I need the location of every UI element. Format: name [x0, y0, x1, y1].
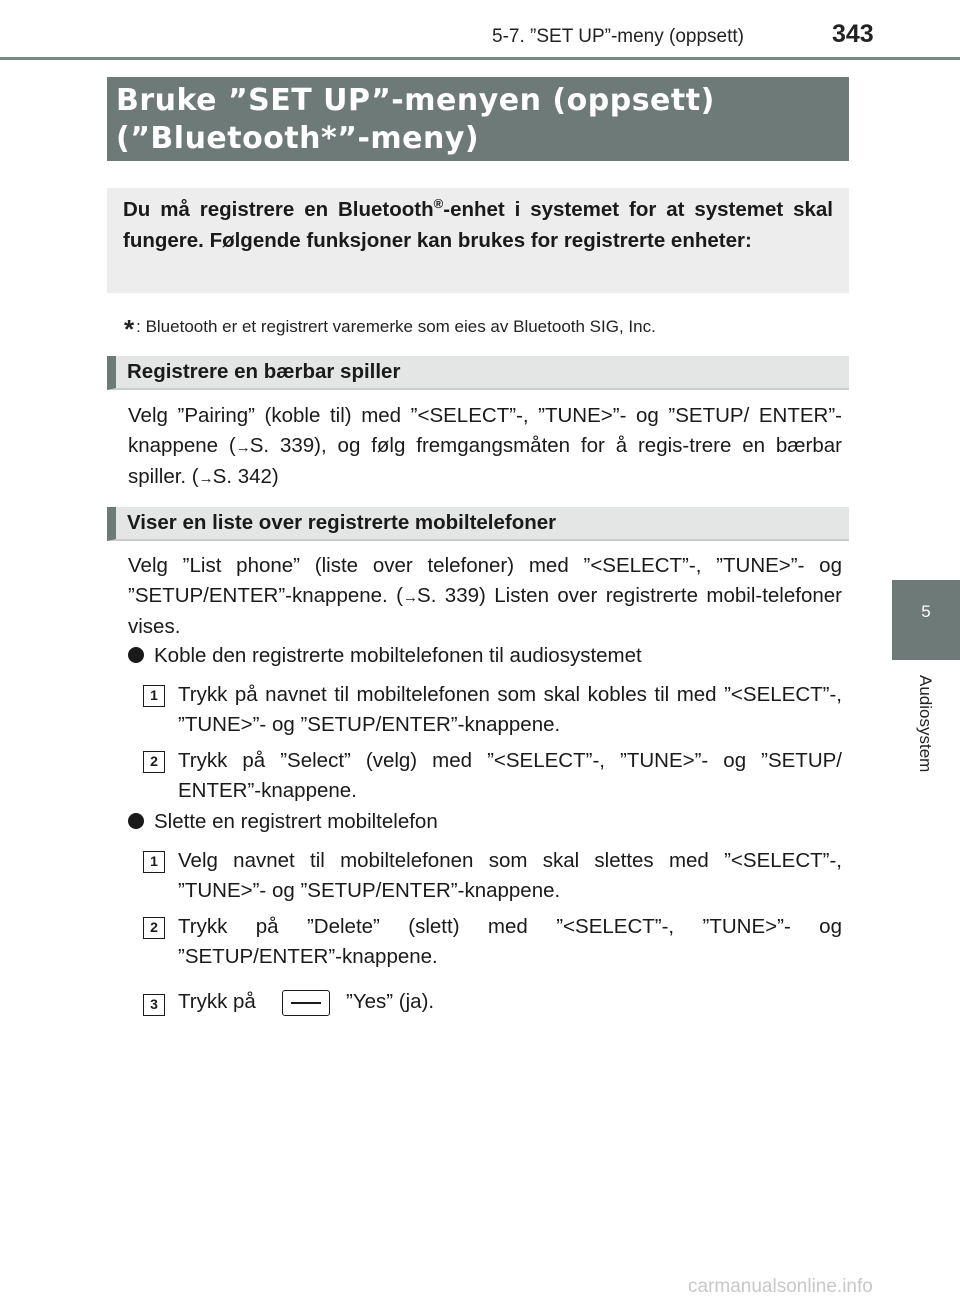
step-text: Trykk på navnet til mobiltelefonen som skal kobles til med ”<SELECT”-, ”TUNE>”- og ”SETUP/ENTER”-knappene.	[178, 683, 842, 736]
page-title-line1: Bruke ”SET UP”-menyen (oppsett)	[116, 83, 715, 118]
footnote: * : Bluetooth er et registrert varemerke som eies av Bluetooth SIG, Inc.	[124, 314, 656, 344]
intro-box	[107, 188, 849, 293]
arrow-icon: →	[198, 470, 213, 487]
chapter-tab[interactable]	[892, 580, 960, 660]
registered-mark: ®	[433, 196, 444, 212]
step-number-badge: 3	[143, 994, 165, 1016]
page-title-line2: (”Bluetooth*”-meny)	[116, 121, 480, 156]
list-item: Slette en registrert mobiltelefon	[128, 810, 438, 834]
step-text: Trykk på ”Delete” (slett) med ”<SELECT”-, ”TUNE>”- og ”SETUP/ENTER”-knappene.	[178, 915, 842, 968]
footnote-star: *	[124, 314, 135, 344]
section1-paragraph: Velg ”Pairing” (koble til) med ”<SELECT”-, ”TUNE>”- og ”SETUP/ ENTER”-knappene (→S. 339), og følg fremgangsmåten for å regis-trere en bærbar spiller. (→S. 342)	[128, 404, 842, 488]
page-number: 343	[832, 20, 874, 48]
step-number-badge: 2	[143, 751, 165, 773]
header-rule	[0, 57, 960, 60]
step-number-badge: 1	[143, 851, 165, 873]
subheading-list-phones: Viser en liste over registrerte mobiltelefoner	[107, 507, 849, 541]
watermark: carmanualsonline.info	[688, 1276, 873, 1297]
arrow-icon: →	[403, 588, 418, 606]
bullet-icon	[128, 813, 144, 829]
intro-text: Du må registrere en Bluetooth®-enhet i systemet for at systemet skal fungere. Følgende funksjoner kan brukes for registrerte enheter:	[123, 196, 833, 252]
page-title-banner	[107, 77, 849, 161]
step-number-badge: 1	[143, 685, 165, 707]
bullet-icon	[128, 647, 144, 663]
step-text: Velg navnet til mobiltelefonen som skal slettes med ”<SELECT”-, ”TUNE>”- og ”SETUP/ENTER”-knappene.	[178, 849, 842, 902]
step-text: Trykk på ”Select” (velg) med ”<SELECT”-, ”TUNE>”- og ”SETUP/ ENTER”-knappene.	[178, 749, 842, 802]
list-item: Koble den registrerte mobiltelefonen til audiosystemet	[128, 644, 642, 668]
enter-key-icon	[282, 990, 330, 1016]
step-text: Trykk på	[178, 990, 256, 1013]
chapter-label: Audiosystem	[916, 675, 935, 773]
section2-paragraph: Velg ”List phone” (liste over telefoner) med ”<SELECT”-, ”TUNE>”- og ”SETUP/ENTER”-knappene. (→S. 339) Listen over registrerte mobil-telefoner vises.	[128, 554, 842, 638]
chapter-number: 5	[921, 602, 931, 621]
step-number-badge: 2	[143, 917, 165, 939]
step-text: ”Yes” (ja).	[346, 990, 435, 1013]
arrow-icon: →	[235, 438, 250, 456]
section-title: 5-7. ”SET UP”-meny (oppsett)	[492, 26, 745, 47]
subheading-register-player: Registrere en bærbar spiller	[107, 356, 849, 390]
